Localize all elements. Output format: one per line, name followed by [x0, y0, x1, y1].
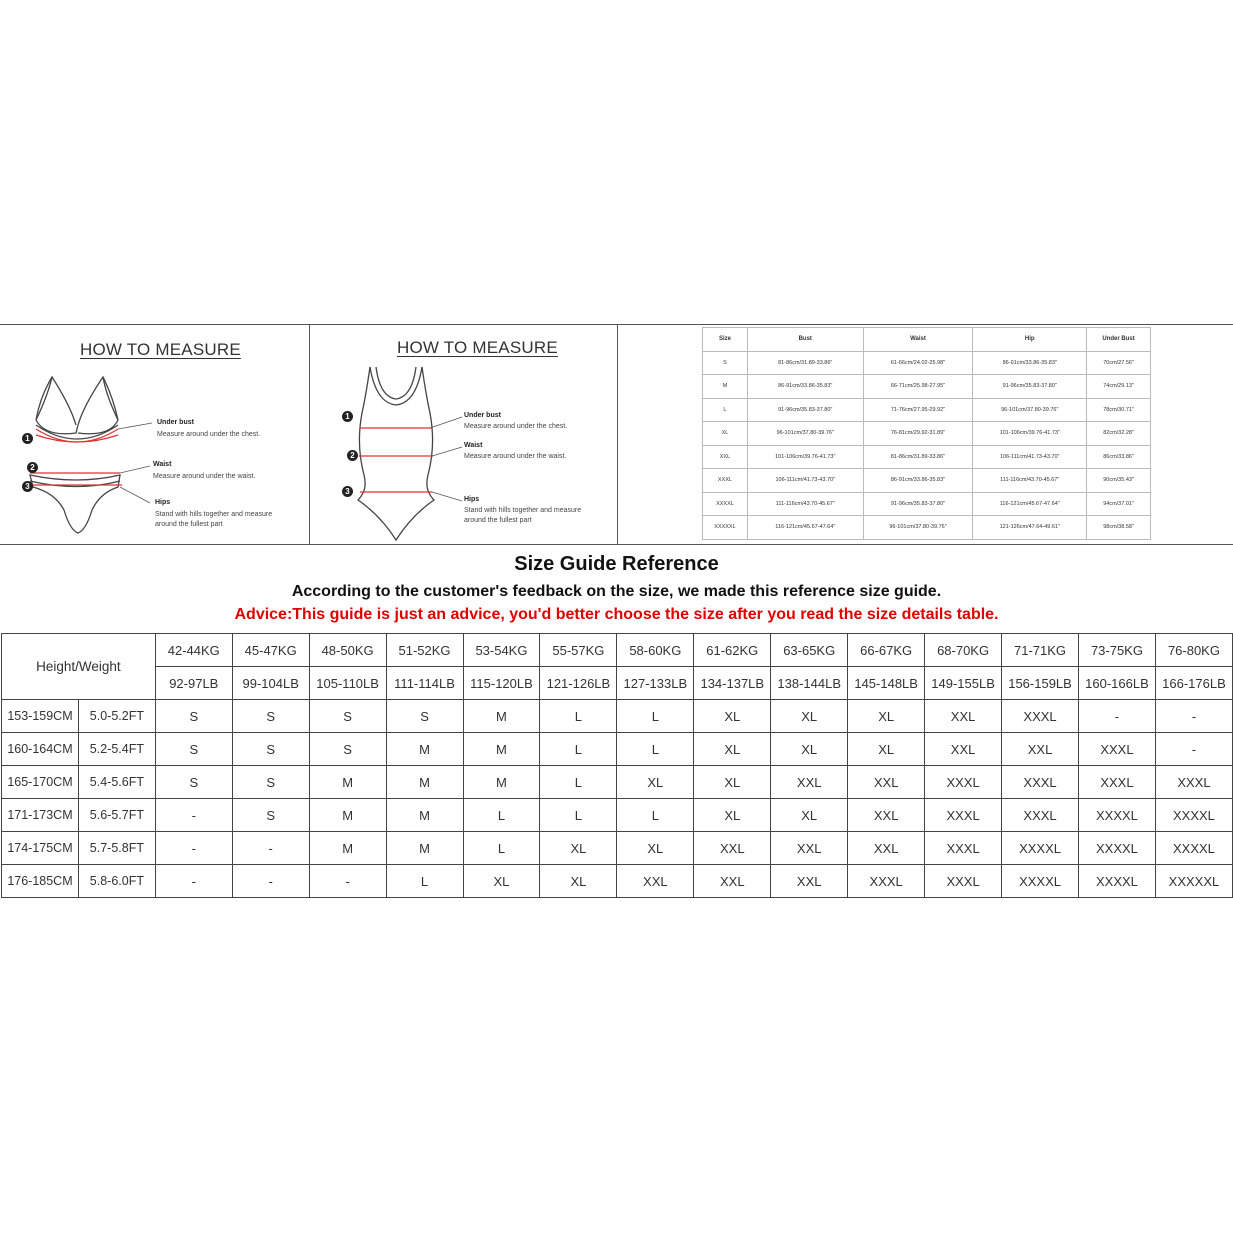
callout-hips-title: Hips	[464, 496, 480, 503]
size-cell: S	[232, 799, 309, 832]
body-size-cell: 86-91cm/33.86-35.83"	[863, 469, 973, 493]
size-cell: M	[386, 832, 463, 865]
size-cell: -	[309, 865, 386, 898]
size-cell: XXL	[848, 832, 925, 865]
size-cell: XL	[540, 832, 617, 865]
size-cell: XL	[848, 700, 925, 733]
size-cell: L	[540, 733, 617, 766]
weight-lb-header: 138-144LB	[771, 667, 848, 700]
size-cell: XL	[540, 865, 617, 898]
weight-kg-header: 45-47KG	[232, 634, 309, 667]
size-cell: -	[155, 865, 232, 898]
size-cell: M	[463, 733, 540, 766]
body-size-cell: XXXXL	[703, 492, 748, 516]
body-size-row	[703, 422, 1151, 446]
callout-under-bust-title: Under bust	[157, 419, 194, 426]
body-size-chart	[702, 327, 1151, 540]
size-cell: XL	[771, 700, 848, 733]
weight-lb-header: 156-159LB	[1002, 667, 1079, 700]
how-to-measure-title: HOW TO MEASURE	[80, 340, 241, 359]
size-cell: XXL	[1002, 733, 1079, 766]
table-row	[2, 733, 1233, 766]
body-size-row	[703, 351, 1151, 375]
body-size-cell: XL	[703, 422, 748, 446]
size-cell: M	[463, 700, 540, 733]
size-cell: XXXL	[1002, 700, 1079, 733]
body-size-cell: S	[703, 351, 748, 375]
body-size-cell: 101-106cm/39.76-41.73"	[973, 422, 1087, 446]
size-cell: XXL	[694, 832, 771, 865]
body-size-cell: 106-111cm/41.73-43.70"	[973, 445, 1087, 469]
weight-lb-header: 134-137LB	[694, 667, 771, 700]
size-cell: -	[232, 865, 309, 898]
callout-waist-title: Waist	[153, 461, 172, 468]
body-size-cell: L	[703, 398, 748, 422]
weight-kg-header: 58-60KG	[617, 634, 694, 667]
size-cell: XXXL	[848, 865, 925, 898]
number-badge: 1	[342, 411, 353, 422]
body-size-cell: 66-71cm/25.98-27.95"	[863, 375, 973, 399]
weight-kg-header: 48-50KG	[309, 634, 386, 667]
size-cell: -	[232, 832, 309, 865]
table-row	[2, 766, 1233, 799]
weight-kg-header: 68-70KG	[925, 634, 1002, 667]
size-cell: XXXXXL	[1155, 865, 1232, 898]
body-size-row	[703, 398, 1151, 422]
size-cell: XL	[617, 832, 694, 865]
callout-under-bust-desc: Measure around under the chest.	[157, 431, 261, 438]
number-badge: 2	[347, 450, 358, 461]
body-size-cell: XXL	[703, 445, 748, 469]
body-size-chart-header	[703, 328, 1151, 352]
weight-kg-row	[2, 634, 1233, 667]
size-cell: XL	[771, 733, 848, 766]
size-cell: L	[617, 700, 694, 733]
weight-kg-header: 61-62KG	[694, 634, 771, 667]
size-cell: L	[386, 865, 463, 898]
weight-kg-header: 71-71KG	[1002, 634, 1079, 667]
size-cell: XXXL	[925, 766, 1002, 799]
body-size-row	[703, 492, 1151, 516]
body-size-cell: 106-111cm/41.73-43.70"	[747, 469, 863, 493]
how-to-measure-title: HOW TO MEASURE	[397, 338, 558, 357]
body-size-cell: 111-116cm/43.70-45.67"	[973, 469, 1087, 493]
size-cell: L	[463, 799, 540, 832]
weight-kg-header: 73-75KG	[1079, 634, 1156, 667]
height-ft-cell: 5.4-5.6FT	[78, 766, 155, 799]
callout-hips-desc: Stand with hills together and measure	[155, 511, 273, 518]
height-cm-cell: 176-185CM	[2, 865, 79, 898]
size-cell: L	[540, 700, 617, 733]
size-cell: S	[232, 766, 309, 799]
callout-hips-desc: Stand with hills together and measure	[464, 507, 582, 514]
body-size-cell: 81-86cm/31.89-33.86"	[863, 445, 973, 469]
size-cell: M	[309, 766, 386, 799]
size-cell: XXXL	[1002, 766, 1079, 799]
weight-lb-header: 115-120LB	[463, 667, 540, 700]
body-size-cell: 86-91cm/33.86-35.83"	[747, 375, 863, 399]
weight-kg-header: 51-52KG	[386, 634, 463, 667]
height-cm-cell: 160-164CM	[2, 733, 79, 766]
size-guide-table	[1, 633, 1233, 898]
body-size-cell: 116-121cm/45.67-47.64"	[747, 516, 863, 540]
body-size-row	[703, 516, 1151, 540]
header-cell: Waist	[863, 328, 973, 352]
size-cell: XXXXL	[1002, 865, 1079, 898]
height-ft-cell: 5.6-5.7FT	[78, 799, 155, 832]
size-cell: L	[540, 799, 617, 832]
weight-lb-header: 166-176LB	[1155, 667, 1232, 700]
size-cell: XXL	[925, 700, 1002, 733]
weight-kg-header: 55-57KG	[540, 634, 617, 667]
body-size-cell: 78cm/30.71"	[1087, 398, 1151, 422]
callout-hips-desc: around the fullest part	[155, 521, 223, 528]
number-badge: 3	[22, 481, 33, 492]
body-size-cell: 94cm/37.01"	[1087, 492, 1151, 516]
body-size-cell: 90cm/35.43"	[1087, 469, 1151, 493]
size-cell: XXXL	[1079, 766, 1156, 799]
size-cell: XXXL	[925, 832, 1002, 865]
header-cell: Bust	[747, 328, 863, 352]
body-size-cell: XXXXXL	[703, 516, 748, 540]
size-cell: -	[155, 799, 232, 832]
body-size-row	[703, 469, 1151, 493]
size-cell: XL	[771, 799, 848, 832]
size-cell: S	[386, 700, 463, 733]
page-title: Size Guide Reference	[514, 553, 719, 575]
size-cell: -	[1155, 733, 1232, 766]
header-cell: Hip	[973, 328, 1087, 352]
table-row	[2, 799, 1233, 832]
body-size-cell: 98cm/38.58"	[1087, 516, 1151, 540]
weight-lb-header: 92-97LB	[155, 667, 232, 700]
size-cell: XXXXL	[1155, 832, 1232, 865]
body-size-row	[703, 445, 1151, 469]
callout-hips-title: Hips	[155, 499, 171, 506]
height-cm-cell: 174-175CM	[2, 832, 79, 865]
size-cell: M	[386, 733, 463, 766]
weight-lb-header: 160-166LB	[1079, 667, 1156, 700]
size-cell: XXXXL	[1079, 832, 1156, 865]
body-size-cell: 96-101cm/37.80-39.76"	[747, 422, 863, 446]
height-ft-cell: 5.8-6.0FT	[78, 865, 155, 898]
size-cell: M	[309, 832, 386, 865]
size-cell: S	[309, 733, 386, 766]
weight-kg-header: 42-44KG	[155, 634, 232, 667]
size-cell: XXL	[771, 766, 848, 799]
size-cell: XXL	[848, 799, 925, 832]
number-badge: 3	[342, 486, 353, 497]
height-ft-cell: 5.7-5.8FT	[78, 832, 155, 865]
table-row	[2, 865, 1233, 898]
size-cell: XXXXL	[1079, 799, 1156, 832]
size-cell: S	[232, 733, 309, 766]
weight-kg-header: 53-54KG	[463, 634, 540, 667]
size-cell: L	[463, 832, 540, 865]
size-cell: M	[386, 799, 463, 832]
size-cell: -	[155, 832, 232, 865]
size-cell: S	[232, 700, 309, 733]
callout-under-bust-title: Under bust	[464, 412, 501, 419]
size-cell: XXXL	[1079, 733, 1156, 766]
size-cell: XL	[694, 799, 771, 832]
size-cell: XXL	[617, 865, 694, 898]
size-cell: XXL	[694, 865, 771, 898]
number-badge: 2	[27, 462, 38, 473]
body-size-cell: 81-86cm/31.89-33.86"	[747, 351, 863, 375]
size-cell: M	[463, 766, 540, 799]
panel-divider	[617, 325, 618, 545]
size-cell: XXL	[771, 832, 848, 865]
weight-lb-row	[2, 667, 1233, 700]
weight-kg-header: 76-80KG	[1155, 634, 1232, 667]
callout-waist-title: Waist	[464, 442, 483, 449]
size-cell: S	[155, 766, 232, 799]
guide-advice: Advice:This guide is just an advice, you'd better choose the size after you read the size details table.	[234, 606, 999, 623]
body-size-cell: 96-101cm/37.80-39.76"	[863, 516, 973, 540]
height-cm-cell: 153-159CM	[2, 700, 79, 733]
size-cell: XXL	[771, 865, 848, 898]
height-weight-label: Height/Weight	[2, 634, 156, 700]
body-size-cell: 82cm/32.28"	[1087, 422, 1151, 446]
body-size-cell: 91-96cm/35.83-37.80"	[973, 375, 1087, 399]
size-cell: XXXXL	[1079, 865, 1156, 898]
header-cell: Under Bust	[1087, 328, 1151, 352]
size-cell: XXXL	[1155, 766, 1232, 799]
size-cell: L	[617, 733, 694, 766]
size-cell: XXXXL	[1155, 799, 1232, 832]
size-cell: XXL	[925, 733, 1002, 766]
size-cell: XL	[694, 700, 771, 733]
number-badge: 1	[22, 433, 33, 444]
body-size-cell: 70cm/27.56"	[1087, 351, 1151, 375]
weight-lb-header: 121-126LB	[540, 667, 617, 700]
callout-hips-desc: around the fullest part	[464, 517, 532, 524]
height-ft-cell: 5.0-5.2FT	[78, 700, 155, 733]
body-size-cell: 86-91cm/33.86-35.83"	[973, 351, 1087, 375]
size-cell: XXXL	[925, 799, 1002, 832]
size-cell: XL	[463, 865, 540, 898]
size-cell: XL	[694, 733, 771, 766]
body-size-cell: 101-106cm/39.76-41.73"	[747, 445, 863, 469]
body-size-cell: XXXL	[703, 469, 748, 493]
body-size-cell: 74cm/29.13"	[1087, 375, 1151, 399]
size-cell: -	[1079, 700, 1156, 733]
size-cell: XL	[848, 733, 925, 766]
size-cell: M	[309, 799, 386, 832]
body-size-cell: 76-81cm/29.92-31.89"	[863, 422, 973, 446]
table-row	[2, 700, 1233, 733]
size-cell: XL	[617, 766, 694, 799]
body-size-cell: 91-96cm/35.83-37.80"	[747, 398, 863, 422]
weight-lb-header: 149-155LB	[925, 667, 1002, 700]
callout-waist-desc: Measure around under the waist.	[464, 453, 567, 460]
size-cell: XXXXL	[1002, 832, 1079, 865]
height-cm-cell: 165-170CM	[2, 766, 79, 799]
height-cm-cell: 171-173CM	[2, 799, 79, 832]
size-cell: L	[617, 799, 694, 832]
weight-kg-header: 66-67KG	[848, 634, 925, 667]
size-cell: S	[309, 700, 386, 733]
size-cell: XXL	[848, 766, 925, 799]
size-cell: XL	[694, 766, 771, 799]
size-cell: S	[155, 700, 232, 733]
callout-under-bust-desc: Measure around under the chest.	[464, 423, 568, 430]
size-cell: XXXL	[925, 865, 1002, 898]
size-cell: XXXL	[1002, 799, 1079, 832]
height-ft-cell: 5.2-5.4FT	[78, 733, 155, 766]
body-size-cell: 121-126cm/47.64-49.61"	[973, 516, 1087, 540]
body-size-cell: 111-116cm/43.70-45.67"	[747, 492, 863, 516]
body-size-cell: 91-96cm/35.83-37.80"	[863, 492, 973, 516]
weight-lb-header: 127-133LB	[617, 667, 694, 700]
size-cell: -	[1155, 700, 1232, 733]
weight-lb-header: 145-148LB	[848, 667, 925, 700]
body-size-cell: 116-121cm/45.67-47.64"	[973, 492, 1087, 516]
guide-subtitle: According to the customer's feedback on the size, we made this reference size guide.	[291, 583, 942, 600]
size-guide-header	[0, 545, 1233, 633]
body-size-cell: 61-66cm/24.02-25.98"	[863, 351, 973, 375]
size-cell: L	[540, 766, 617, 799]
body-size-cell: 86cm/33.86"	[1087, 445, 1151, 469]
header-cell: Size	[703, 328, 748, 352]
size-cell: S	[155, 733, 232, 766]
body-size-row	[703, 375, 1151, 399]
table-row	[2, 832, 1233, 865]
weight-lb-header: 111-114LB	[386, 667, 463, 700]
weight-lb-header: 105-110LB	[309, 667, 386, 700]
body-size-cell: M	[703, 375, 748, 399]
body-size-cell: 96-101cm/37.80-39.76"	[973, 398, 1087, 422]
callout-waist-desc: Measure around under the waist.	[153, 473, 256, 480]
weight-lb-header: 99-104LB	[232, 667, 309, 700]
body-size-cell: 71-76cm/27.95-29.92"	[863, 398, 973, 422]
weight-kg-header: 63-65KG	[771, 634, 848, 667]
size-cell: M	[386, 766, 463, 799]
